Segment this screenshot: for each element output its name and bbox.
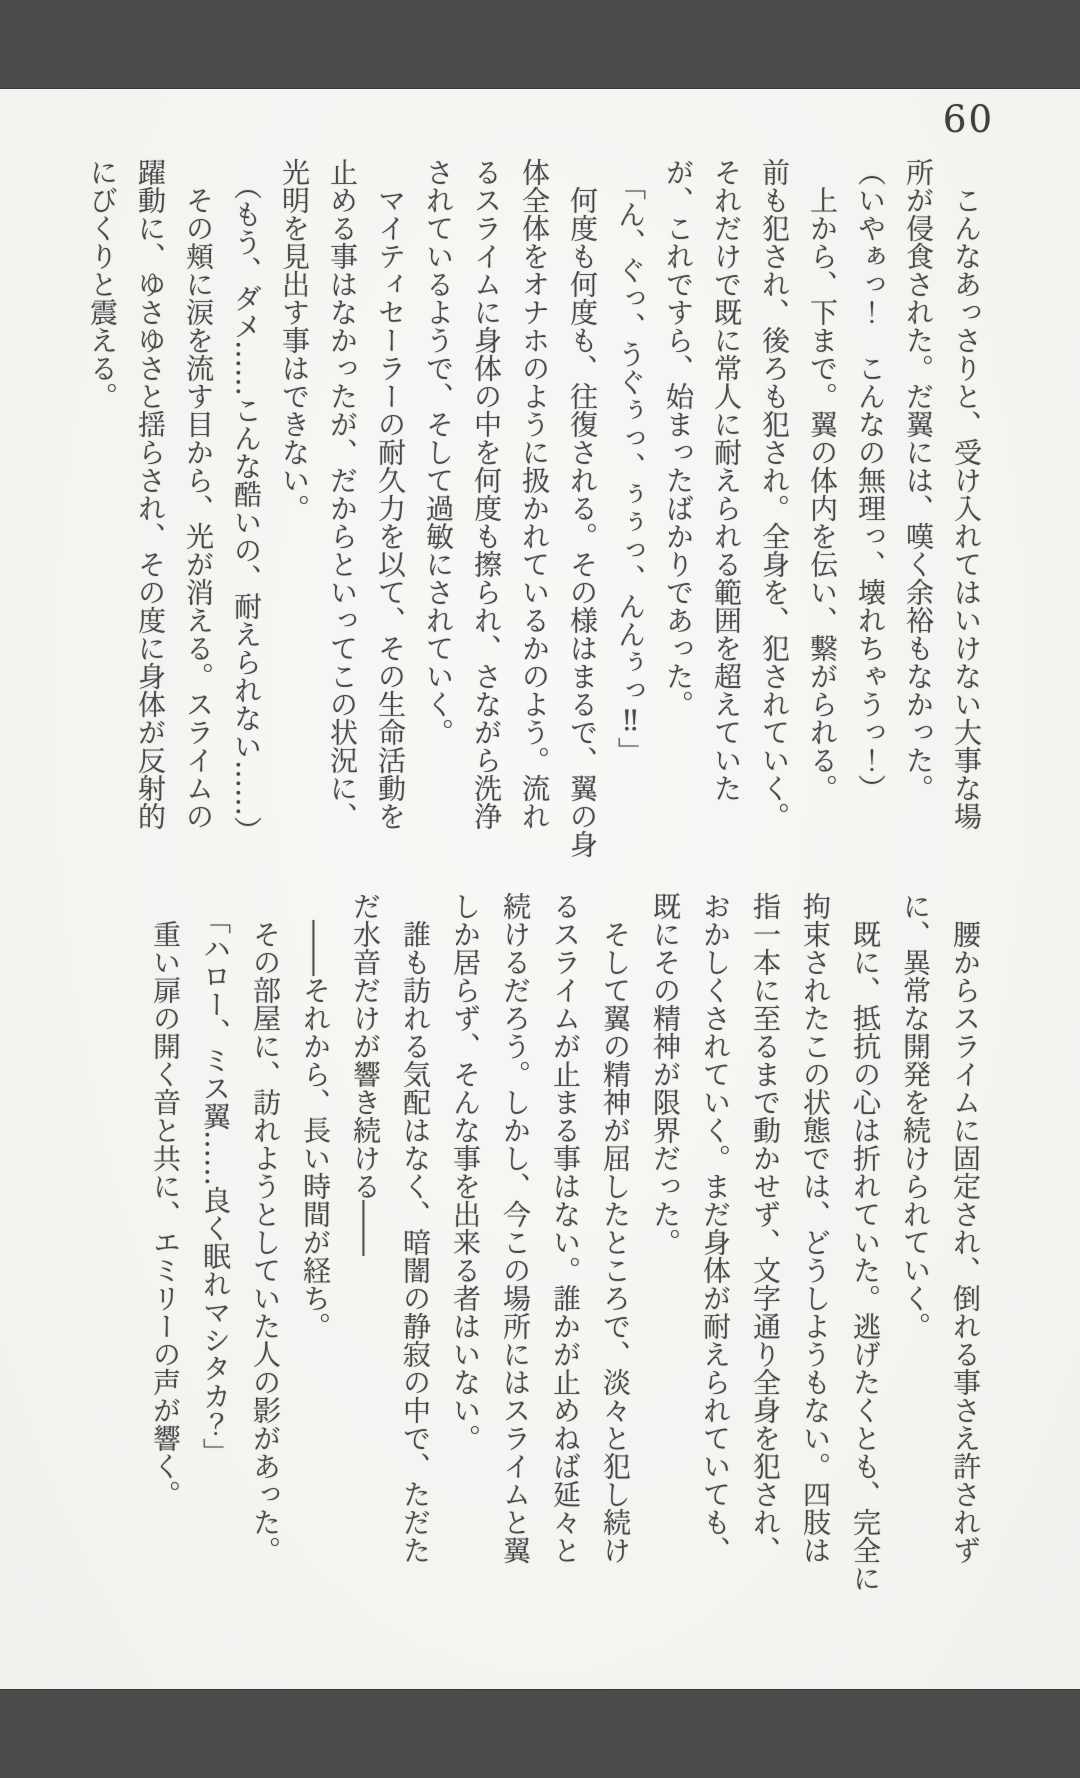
text-column-line: 躍動に、ゆさゆさと揺らされ、その度に身体が反射的 <box>134 158 167 830</box>
text-column-line: 止める事はなかったが、だからといってこの状況に、 <box>326 158 359 830</box>
text-column-line: （もう、ダメ……こんな酷いの、耐えられない……） <box>230 158 263 844</box>
text-column-line: その部屋に、訪れようとしていた人の影があった。 <box>249 892 282 1564</box>
text-column-line: それだけで既に常人に耐えられる範囲を超えていた <box>710 158 743 802</box>
text-column-line: 誰も訪れる気配はなく、暗闇の静寂の中で、ただた <box>399 892 432 1564</box>
text-column-line: に、異常な開発を続けられていく。 <box>899 892 932 1340</box>
bottom-letterbox-bar <box>0 1690 1080 1778</box>
text-column-line: そして翼の精神が屈したところで、淡々と犯し続け <box>599 892 632 1564</box>
text-column-line: 腰からスライムに固定され、倒れる事さえ許されず <box>949 892 982 1564</box>
text-column-line: にびくりと震える。 <box>86 158 119 410</box>
text-column-line: しか居らず、そんな事を出来る者はいない。 <box>449 892 482 1452</box>
text-column-line: こんなあっさりと、受け入れてはいけない大事な場 <box>950 158 983 830</box>
text-column-line: 「ん、ぐっ、うぐぅっ、ぅぅっ、んんぅっ‼」 <box>614 158 647 765</box>
text-column-line: （いやぁっ！ こんなの無理っ、壊れちゃうっ！） <box>854 158 887 802</box>
text-column-line: 既にその精神が限界だった。 <box>649 892 682 1256</box>
text-column-line: 続けるだろう。しかし、今この場所にはスライムと翼 <box>499 892 532 1564</box>
text-column-line: ――それから、長い時間が経ち。 <box>299 892 332 1340</box>
text-column-line: るスライムが止まる事はない。誰かが止めねば延々と <box>549 892 582 1564</box>
text-column-line: 何度も何度も、往復される。その様はまるで、翼の身 <box>566 158 599 858</box>
text-column-line: 指一本に至るまで動かせず、文字通り全身を犯され、 <box>749 892 782 1564</box>
text-column-line: だ水音だけが響き続ける―― <box>349 892 382 1256</box>
text-column-line: されているようで、そして過敏にされていく。 <box>422 158 455 746</box>
text-column-line: 上から、下まで。翼の体内を伝い、繋がられる。 <box>806 158 839 802</box>
text-column-line: 所が侵食された。だ翼には、嘆く余裕もなかった。 <box>902 158 935 802</box>
text-column-line: 「ハロー、ミス翼……良く眠れマシタカ？」 <box>199 892 232 1466</box>
page-number: 60 <box>942 98 994 141</box>
text-column-line: 既に、抵抗の心は折れていた。逃げたくとも、完全に <box>849 892 882 1592</box>
text-column-line: 体全体をオナホのように扱かれているかのよう。流れ <box>518 158 551 830</box>
text-column-line: 光明を見出す事はできない。 <box>278 158 311 522</box>
text-column-line: るスライムに身体の中を何度も擦られ、さながら洗浄 <box>470 158 503 830</box>
text-column-line: が、これですら、始まったばかりであった。 <box>662 158 695 718</box>
text-column-line: 前も犯され、後ろも犯され。全身を、犯されていく。 <box>758 158 791 830</box>
text-block-top <box>78 158 990 866</box>
text-column-line: その頬に涙を流す目から、光が消える。スライムの <box>182 158 215 830</box>
text-column-line: 拘束されたこの状態では、どうしようもない。四肢は <box>799 892 832 1564</box>
text-column-line: おかしくされていく。まだ身体が耐えられていても、 <box>699 892 732 1564</box>
text-column-line: 重い扉の開く音と共に、エミリーの声が響く。 <box>149 892 182 1508</box>
text-block-bottom <box>140 892 990 1606</box>
text-column-line: マイティセーラーの耐久力を以て、その生命活動を <box>374 158 407 830</box>
top-letterbox-bar <box>0 0 1080 88</box>
